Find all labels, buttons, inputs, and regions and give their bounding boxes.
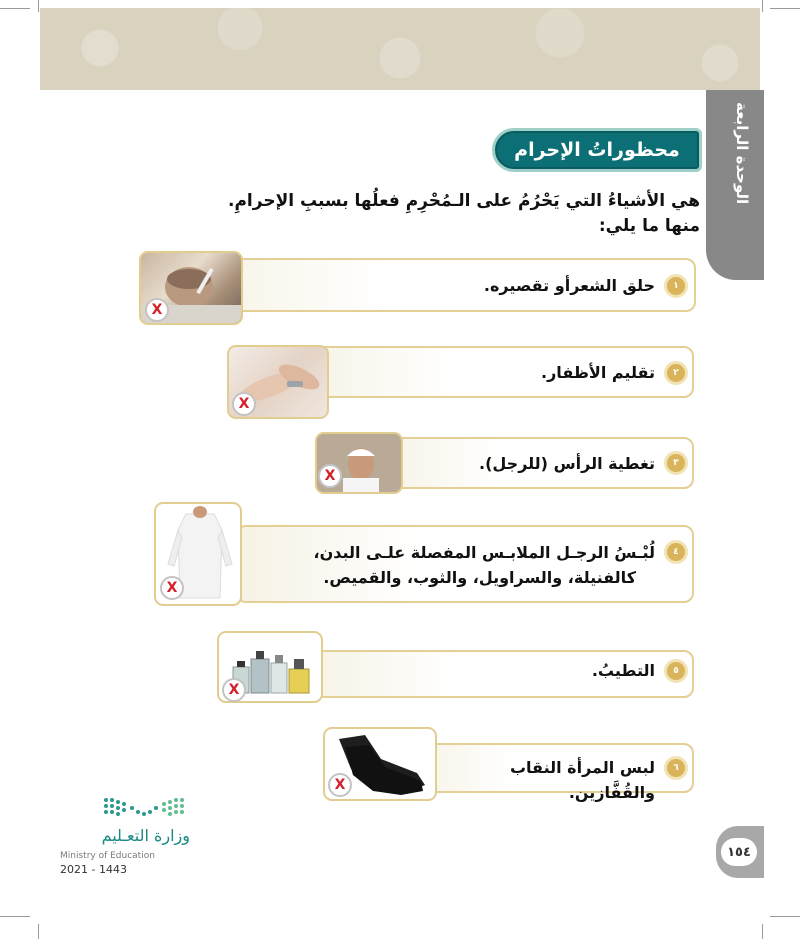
item-number-badge: ٣	[667, 454, 685, 472]
ministry-name-english: Ministry of Education	[60, 851, 155, 861]
crop-mark	[770, 916, 800, 917]
item-text: تقليم الأظفار.	[541, 363, 655, 382]
item-number-badge: ٢	[667, 364, 685, 382]
section-title: محظوراتُ الإحرام	[514, 139, 680, 161]
crop-mark	[770, 8, 800, 9]
crop-mark	[38, 924, 39, 939]
item-text-line-2: كالفنيلة، والسراويل، والثوب، والقميص.	[323, 568, 636, 587]
unit-tab-label: الوحدة الرابعة	[733, 101, 751, 205]
item-text: حلق الشعرأو تقصيره.	[483, 276, 655, 295]
crop-mark	[762, 924, 763, 939]
prohibited-x-icon: X	[160, 576, 184, 600]
prohibited-x-icon: X	[145, 298, 169, 322]
prohibited-x-icon: X	[328, 773, 352, 797]
crop-mark	[0, 8, 30, 9]
decorative-header-banner	[40, 8, 760, 90]
prohibited-x-icon: X	[232, 392, 256, 416]
ministry-name-arabic: وزارة التعـليم	[101, 826, 190, 845]
item-number-badge: ١	[667, 277, 685, 295]
item-number-badge: ٦	[667, 759, 685, 777]
prohibited-x-icon: X	[318, 464, 342, 488]
item-number-badge: ٥	[667, 662, 685, 680]
edition-year: 2021 - 1443	[60, 863, 127, 876]
intro-line-2: منها ما يلي:	[598, 216, 700, 236]
item-text: لبس المرأة النقاب والقُفَّازين.	[509, 758, 655, 802]
ministry-logo-icon	[100, 794, 190, 820]
item-text: تغطية الرأس (للرجل).	[478, 454, 655, 473]
section-title-pill	[492, 128, 702, 172]
crop-mark	[0, 916, 30, 917]
intro-line-1: هي الأشياءُ التي يَحْرُمُ على الـمُحْرِمِ فعلُها بسببِ الإحرامِ.	[228, 191, 700, 211]
crop-mark	[762, 0, 763, 12]
page-number: ١٥٤	[721, 838, 757, 866]
crop-mark	[38, 0, 39, 12]
item-text-line-1: لُبْـسُ الرجـل الملابـس المفصلة علـى البدن،	[313, 543, 655, 562]
item-number-badge: ٤	[667, 543, 685, 561]
item-text: التطيبُ.	[591, 661, 655, 680]
prohibited-x-icon: X	[222, 678, 246, 702]
